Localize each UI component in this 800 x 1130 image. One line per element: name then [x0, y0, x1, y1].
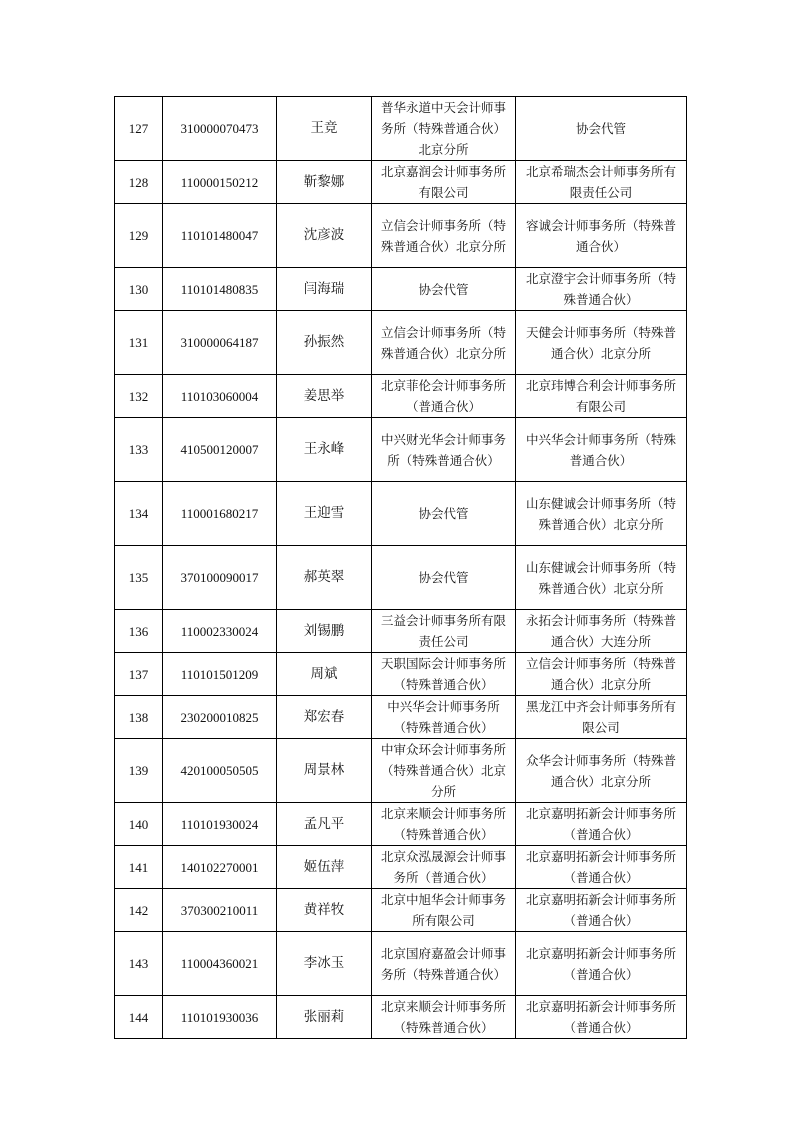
previous-firm: 普华永道中天会计师事务所（特殊普通合伙）北京分所: [372, 97, 516, 161]
row-number: 135: [115, 546, 163, 610]
person-name: 李冰玉: [277, 932, 372, 996]
table-row: [115, 161, 687, 204]
person-name: 闫海瑞: [277, 268, 372, 311]
person-name: 姜思举: [277, 375, 372, 418]
certificate-number: 110004360021: [163, 932, 277, 996]
new-firm: 众华会计师事务所（特殊普通合伙）北京分所: [516, 739, 687, 803]
certificate-number: 140102270001: [163, 846, 277, 889]
person-name: 孟凡平: [277, 803, 372, 846]
new-firm: 北京嘉明拓新会计师事务所（普通合伙）: [516, 889, 687, 932]
person-name: 沈彦波: [277, 204, 372, 268]
new-firm: 北京玮博合利会计师事务所有限公司: [516, 375, 687, 418]
row-number: 134: [115, 482, 163, 546]
table-row: [115, 846, 687, 889]
row-number: 131: [115, 311, 163, 375]
certificate-number: 370300210011: [163, 889, 277, 932]
table-row: [115, 375, 687, 418]
previous-firm: 北京来顺会计师事务所（特殊普通合伙）: [372, 803, 516, 846]
new-firm: 北京嘉明拓新会计师事务所（普通合伙）: [516, 996, 687, 1039]
certificate-number: 230200010825: [163, 696, 277, 739]
person-name: 郑宏春: [277, 696, 372, 739]
certificate-number: 110101480835: [163, 268, 277, 311]
row-number: 141: [115, 846, 163, 889]
table-row: [115, 889, 687, 932]
new-firm: 容诚会计师事务所（特殊普通合伙）: [516, 204, 687, 268]
table-body: [115, 97, 687, 1039]
table-row: [115, 696, 687, 739]
previous-firm: 协会代管: [372, 482, 516, 546]
new-firm: 山东健诚会计师事务所（特殊普通合伙）北京分所: [516, 482, 687, 546]
row-number: 139: [115, 739, 163, 803]
certificate-number: 110101480047: [163, 204, 277, 268]
row-number: 128: [115, 161, 163, 204]
certificate-number: 110001680217: [163, 482, 277, 546]
new-firm: 中兴华会计师事务所（特殊普通合伙）: [516, 418, 687, 482]
previous-firm: 北京菲伦会计师事务所（普通合伙）: [372, 375, 516, 418]
person-name: 周斌: [277, 653, 372, 696]
person-name: 王竞: [277, 97, 372, 161]
previous-firm: 立信会计师事务所（特殊普通合伙）北京分所: [372, 311, 516, 375]
person-name: 周景林: [277, 739, 372, 803]
previous-firm: 北京众泓晟源会计师事务所（普通合伙）: [372, 846, 516, 889]
row-number: 138: [115, 696, 163, 739]
previous-firm: 中审众环会计师事务所（特殊普通合伙）北京分所: [372, 739, 516, 803]
new-firm: 北京澄宇会计师事务所（特殊普通合伙）: [516, 268, 687, 311]
row-number: 132: [115, 375, 163, 418]
row-number: 144: [115, 996, 163, 1039]
new-firm: 山东健诚会计师事务所（特殊普通合伙）北京分所: [516, 546, 687, 610]
table-row: [115, 932, 687, 996]
table-row: [115, 996, 687, 1039]
certificate-number: 110002330024: [163, 610, 277, 653]
row-number: 130: [115, 268, 163, 311]
new-firm: 北京嘉明拓新会计师事务所（普通合伙）: [516, 803, 687, 846]
person-name: 王永峰: [277, 418, 372, 482]
previous-firm: 协会代管: [372, 268, 516, 311]
person-name: 孙振然: [277, 311, 372, 375]
certificate-number: 110101501209: [163, 653, 277, 696]
person-name: 靳黎娜: [277, 161, 372, 204]
table-row: [115, 311, 687, 375]
certificate-number: 110101930024: [163, 803, 277, 846]
table-row: [115, 97, 687, 161]
table-row: [115, 653, 687, 696]
new-firm: 天健会计师事务所（特殊普通合伙）北京分所: [516, 311, 687, 375]
certificate-number: 110000150212: [163, 161, 277, 204]
person-name: 黄祥牧: [277, 889, 372, 932]
person-name: 姬伍萍: [277, 846, 372, 889]
previous-firm: 北京嘉润会计师事务所有限公司: [372, 161, 516, 204]
row-number: 127: [115, 97, 163, 161]
previous-firm: 中兴华会计师事务所（特殊普通合伙）: [372, 696, 516, 739]
row-number: 143: [115, 932, 163, 996]
new-firm: 永拓会计师事务所（特殊普通合伙）大连分所: [516, 610, 687, 653]
previous-firm: 北京来顺会计师事务所（特殊普通合伙）: [372, 996, 516, 1039]
certificate-number: 420100050505: [163, 739, 277, 803]
table-row: [115, 610, 687, 653]
previous-firm: 北京国府嘉盈会计师事务所（特殊普通合伙）: [372, 932, 516, 996]
certificate-number: 310000070473: [163, 97, 277, 161]
new-firm: 北京嘉明拓新会计师事务所（普通合伙）: [516, 932, 687, 996]
transfer-table: [114, 96, 687, 1039]
previous-firm: 三益会计师事务所有限责任公司: [372, 610, 516, 653]
previous-firm: 中兴财光华会计师事务所（特殊普通合伙）: [372, 418, 516, 482]
row-number: 142: [115, 889, 163, 932]
previous-firm: 立信会计师事务所（特殊普通合伙）北京分所: [372, 204, 516, 268]
person-name: 郝英翠: [277, 546, 372, 610]
certificate-number: 410500120007: [163, 418, 277, 482]
new-firm: 黑龙江中齐会计师事务所有限公司: [516, 696, 687, 739]
table-row: [115, 739, 687, 803]
row-number: 136: [115, 610, 163, 653]
table-row: [115, 204, 687, 268]
table-row: [115, 803, 687, 846]
previous-firm: 天职国际会计师事务所（特殊普通合伙）: [372, 653, 516, 696]
person-name: 张丽莉: [277, 996, 372, 1039]
table-row: [115, 268, 687, 311]
person-name: 王迎雪: [277, 482, 372, 546]
previous-firm: 协会代管: [372, 546, 516, 610]
row-number: 129: [115, 204, 163, 268]
new-firm: 协会代管: [516, 97, 687, 161]
new-firm: 北京希瑞杰会计师事务所有限责任公司: [516, 161, 687, 204]
person-name: 刘锡鹏: [277, 610, 372, 653]
row-number: 140: [115, 803, 163, 846]
certificate-number: 110103060004: [163, 375, 277, 418]
table-row: [115, 482, 687, 546]
certificate-number: 370100090017: [163, 546, 277, 610]
certificate-number: 310000064187: [163, 311, 277, 375]
table-row: [115, 546, 687, 610]
new-firm: 北京嘉明拓新会计师事务所（普通合伙）: [516, 846, 687, 889]
table-row: [115, 418, 687, 482]
certificate-number: 110101930036: [163, 996, 277, 1039]
new-firm: 立信会计师事务所（特殊普通合伙）北京分所: [516, 653, 687, 696]
row-number: 133: [115, 418, 163, 482]
row-number: 137: [115, 653, 163, 696]
previous-firm: 北京中旭华会计师事务所有限公司: [372, 889, 516, 932]
